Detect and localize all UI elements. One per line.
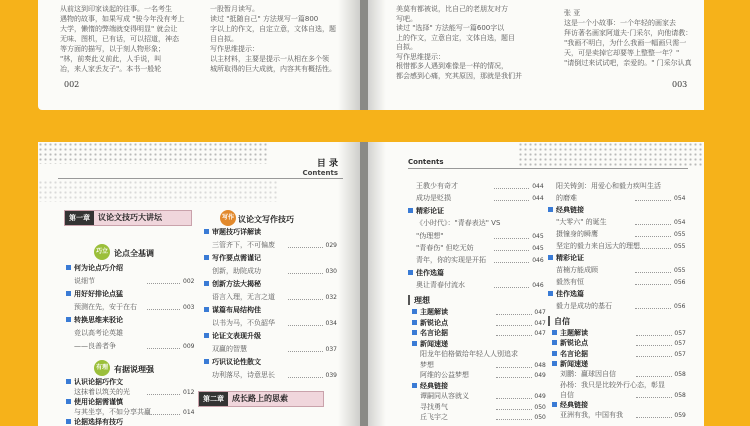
dot-leader	[494, 262, 530, 263]
toc-entry-label: 经典链接	[420, 381, 448, 390]
bullet-icon	[552, 361, 557, 366]
dot-leader	[496, 335, 531, 336]
toc-entry-label: 巧识议论性散文	[212, 358, 261, 366]
toc-section-heading	[66, 398, 123, 407]
toc-entry-label: 亚洲有我，中国有我	[560, 411, 623, 420]
dot-leader	[635, 308, 671, 309]
dot-leader	[496, 377, 531, 378]
bullet-icon	[412, 309, 417, 314]
bullet-icon	[408, 270, 413, 275]
section-marker-bar	[408, 295, 410, 305]
dot-leader	[494, 188, 530, 189]
toc-page-number: 003	[183, 304, 195, 311]
dot-leader	[496, 314, 531, 315]
toc-entry-label: 论据选择有技巧	[74, 418, 123, 426]
toc-section-heading	[408, 269, 444, 278]
toc-page-number: 046	[532, 282, 544, 290]
toc-section-heading	[552, 360, 588, 369]
dot-leader	[288, 273, 323, 274]
body-text-line: 读过 "抵随自己" 方法规写一篇800	[210, 15, 319, 23]
toc-page-number: 047	[534, 319, 546, 327]
toc-page-number: 055	[674, 243, 686, 250]
toc-section-heading	[412, 329, 448, 338]
dot-leader	[288, 299, 323, 300]
toc-entry-label: 审题技巧详解读	[212, 228, 261, 236]
toc-entry	[416, 194, 451, 203]
dot-pattern-decoration	[518, 142, 704, 166]
toc-entry-label: 双赢的智慧	[212, 345, 247, 353]
gutter-shadow	[368, 0, 386, 110]
toc-entry	[416, 256, 486, 265]
toc-entry-label: 新锐论点	[420, 318, 448, 327]
body-text-line: 城所取得的巨大成就，内容其有概括性。	[210, 65, 336, 73]
toc-section-heading	[552, 329, 588, 338]
toc-left-page	[38, 142, 360, 426]
section-title: 有据说理强	[114, 365, 154, 374]
toc-entry-label: 竞以高考论英雄	[74, 329, 123, 337]
toc-entry	[420, 350, 518, 359]
bullet-icon	[548, 207, 553, 212]
section-badge: 有理	[94, 360, 110, 376]
toc-entry	[560, 411, 623, 420]
dot-leader	[636, 335, 671, 336]
toc-entry-label: 转换思维来驳论	[74, 316, 123, 324]
body-text-line: 目自拟。	[210, 35, 238, 43]
toc-section-heading	[204, 358, 261, 367]
dot-leader	[494, 238, 530, 239]
toc-entry-label: 梦想	[420, 360, 434, 369]
toc-page-number: 057	[674, 340, 686, 348]
body-text-line: 读过 "选择" 方法能写一篇600字以	[396, 24, 505, 32]
toc-section-heading	[408, 207, 444, 216]
toc-entry	[416, 244, 474, 253]
toc-entry-label: 寻找勇气	[420, 402, 448, 411]
toc-entry-label: "伪理想"	[416, 231, 444, 240]
dot-leader	[288, 377, 323, 378]
body-text-line: 这是一个小故事：一个年轻的画家去	[564, 19, 676, 27]
toc-entry-label: 刘鹏：赢球因自信	[560, 370, 616, 379]
toc-section-heading	[66, 418, 123, 426]
toc-entry-label: 主题解读	[420, 308, 448, 316]
gutter-shadow	[338, 142, 360, 426]
dot-leader	[496, 398, 531, 399]
toc-entry-label: 以书为马，不负韶华	[212, 319, 275, 327]
toc-entry	[556, 182, 661, 191]
toc-page-number: 055	[674, 267, 686, 274]
bullet-icon	[204, 255, 209, 260]
toc-entry	[74, 388, 130, 397]
toc-entry-label: 苗楠方能成顾	[556, 266, 598, 274]
bullet-icon	[552, 330, 557, 335]
toc-page-number: 048	[534, 361, 546, 369]
toc-entry-label: 阳龙年伯格做给年轻人人别追求	[420, 350, 518, 358]
toc-entry-label: 使用论据需谨慎	[74, 398, 123, 406]
toc-section-heading	[204, 254, 261, 263]
body-text-line: 天，可是卖掉它却要等上整整一年？"	[564, 49, 680, 57]
dot-leader	[635, 248, 671, 249]
dot-leader	[494, 287, 530, 288]
toc-entry-label: "大零六" 的诞生	[556, 218, 607, 226]
dot-pattern-decoration	[38, 142, 268, 164]
page-number: 003	[672, 80, 688, 89]
toc-section-heading	[548, 254, 584, 263]
page-number: 002	[64, 80, 80, 89]
toc-entry	[212, 293, 275, 302]
bullet-icon	[66, 419, 71, 424]
toc-entry	[74, 408, 151, 417]
toc-page-number: 037	[325, 346, 337, 353]
chapter-1-bar	[64, 210, 192, 226]
toc-page-number: 050	[534, 414, 546, 421]
toc-entry-label: 精彩论证	[416, 206, 444, 215]
body-text-line: 写作思维提示：	[210, 45, 259, 53]
section-title: 论点全基调	[114, 249, 154, 258]
dot-leader	[496, 325, 531, 326]
body-text-line: 拜访著名画家阿道夫·门采尔，向他请教：	[564, 29, 693, 37]
body-text-line: 张 亚	[564, 9, 581, 17]
toc-entry-label: 创新方法大揭秘	[212, 280, 261, 288]
toc-entry	[74, 277, 95, 286]
toc-header	[238, 156, 338, 177]
toc-entry-label: 摄憧身的瞬鹰	[556, 230, 598, 238]
toc-page-number: 056	[674, 279, 686, 286]
bullet-icon	[66, 379, 71, 384]
dot-leader	[496, 409, 531, 410]
toc-entry-label: 语言入理，无言之道	[212, 293, 275, 301]
toc-entry-label: 阿维的公益梦想	[420, 371, 469, 379]
toc-entry-label: 佳作选篇	[556, 290, 584, 298]
dot-leader	[494, 250, 530, 251]
toc-entry-label: 三管齐下，不可偏废	[212, 241, 275, 249]
toc-page-number: 044	[532, 195, 544, 203]
toc-entry	[420, 403, 448, 412]
toc-entry-label: 主题解读	[560, 329, 588, 337]
section-title: 议论文写作技巧	[238, 215, 294, 224]
dot-leader	[496, 367, 531, 368]
section-title-ideal: 理想	[414, 296, 430, 305]
toc-entry	[416, 281, 465, 290]
bullet-icon	[412, 330, 417, 335]
toc-section-heading	[412, 308, 448, 317]
toc-section-heading	[204, 280, 261, 289]
dot-leader	[635, 272, 671, 273]
bullet-icon	[552, 402, 557, 407]
toc-title: 目 录	[316, 159, 338, 169]
toc-entry	[560, 370, 616, 379]
toc-page-number: 029	[325, 242, 337, 249]
toc-entry-label: 说细节	[74, 277, 95, 285]
toc-page-number: 046	[532, 257, 544, 265]
body-text-line: "林，前奏此义前此，人手说，叫	[60, 55, 162, 63]
toc-entry	[74, 329, 123, 338]
body-text-line: 自拟。	[396, 43, 417, 51]
bullet-icon	[204, 229, 209, 234]
body-text-line: 字以上的作文，自定立意，文体自选，题	[210, 25, 336, 33]
body-text-line: 从前这到印家谈起的往事。一名考生	[60, 5, 172, 13]
dot-leader	[288, 325, 323, 326]
top-left-page	[38, 0, 360, 110]
toc-entry-label: 新闻速递	[560, 359, 588, 368]
toc-section-heading	[66, 316, 123, 325]
bullet-icon	[204, 307, 209, 312]
bullet-icon	[552, 351, 557, 356]
dot-pattern-decoration	[38, 180, 278, 202]
toc-entry	[420, 392, 469, 401]
toc-entry	[556, 278, 584, 287]
gutter-shadow	[338, 0, 360, 110]
toc-entry-label: 毅然有恒	[556, 278, 584, 286]
dot-leader	[636, 345, 671, 346]
toc-entry-label: 谋篇布局结构佳	[212, 306, 261, 314]
dot-leader	[288, 351, 323, 352]
toc-page-number: 045	[532, 232, 544, 240]
bullet-icon	[412, 383, 417, 388]
toc-entry-label: ——良善者争	[74, 342, 116, 350]
body-text-line: "请倒过来试试吧，亲爱的。" 门采尔认真	[564, 59, 692, 67]
toc-entry-label: 青年，你的实现是开拓	[416, 256, 486, 265]
dot-leader	[288, 247, 323, 248]
toc-entry	[212, 241, 275, 250]
toc-page-number: 059	[674, 412, 686, 420]
toc-entry-label: 奥让青春付流水	[416, 281, 465, 290]
toc-entry-label: 名言论据	[420, 329, 448, 337]
toc-entry	[556, 266, 598, 275]
toc-entry	[420, 413, 448, 422]
section-marker-bar	[548, 316, 550, 326]
toc-section-heading	[204, 332, 261, 341]
toc-entry-label: 毅力是成功的基石	[556, 302, 612, 310]
bullet-icon	[66, 317, 71, 322]
toc-entry-label: 创新，助院成功	[212, 267, 261, 275]
dot-leader	[147, 283, 181, 284]
body-text-line: 都会感到心痛，究其原因，那就是我们并	[396, 71, 522, 80]
bullet-icon	[204, 359, 209, 364]
toc-entry	[560, 391, 574, 400]
toc-entry-label: "青春伤" 但吃无妨	[416, 244, 474, 252]
toc-page-number: 056	[674, 303, 686, 310]
dot-leader	[635, 236, 671, 237]
toc-entry-label: 与其坐享，不如分享共赢	[74, 408, 151, 416]
toc-page-number: 032	[325, 294, 337, 301]
toc-entry	[74, 342, 116, 351]
toc-entry-label: 新闻速递	[420, 339, 448, 348]
dot-leader	[636, 417, 671, 418]
chapter-1-title: 议论文技巧大讲坛	[98, 213, 162, 222]
toc-entry	[416, 219, 500, 228]
toc-entry	[556, 242, 640, 251]
body-text-line: 等方面的描写，以于刻人物形象；	[60, 45, 165, 53]
toc-page-number: 058	[674, 391, 686, 399]
toc-entry	[416, 182, 458, 191]
toc-page-number: 002	[183, 278, 195, 285]
toc-entry-label: 名言论据	[560, 349, 588, 358]
toc-section-heading	[552, 339, 588, 348]
toc-page-number: 045	[532, 245, 544, 252]
dot-leader	[147, 309, 181, 310]
toc-entry-label: 谭嗣同从容就义	[420, 392, 469, 400]
bullet-icon	[548, 291, 553, 296]
toc-section-heading	[412, 340, 448, 349]
bullet-icon	[66, 291, 71, 296]
body-text-line: 冶，来人家丢友子"。本书一般轮	[60, 65, 162, 73]
toc-page-number: 054	[674, 219, 686, 226]
section-badge: 巧立	[94, 244, 110, 260]
toc-page-number: 057	[674, 350, 686, 358]
toc-page-number: 039	[325, 372, 337, 379]
toc-entry	[416, 232, 443, 241]
toc-entry-label: 精彩论证	[556, 254, 584, 262]
dot-leader	[494, 200, 530, 201]
section-badge: 写作	[220, 210, 236, 226]
toc-section-heading	[66, 264, 123, 273]
chapter-2-title: 成长路上的思索	[232, 394, 288, 403]
toc-entry	[212, 345, 247, 354]
dot-leader	[147, 348, 181, 349]
toc-section-heading	[204, 228, 261, 237]
body-text-line: 美莫有都被说，比自己的老朋友对方	[396, 5, 508, 13]
toc-page-number: 058	[674, 371, 686, 379]
body-text-line: 上的作文，立意自定，文体自选，题目	[396, 33, 515, 42]
dot-leader	[636, 397, 671, 398]
toc-page-number: 057	[674, 330, 686, 337]
toc-entry	[556, 194, 577, 203]
dot-leader	[635, 224, 671, 225]
toc-entry-label: 孙杨：我只是比较外行心态，彰显	[560, 380, 665, 389]
toc-page-number: 009	[183, 343, 195, 350]
dot-leader	[147, 394, 181, 395]
toc-page-number: 030	[325, 268, 337, 275]
toc-right-title: Contents	[408, 158, 444, 166]
chapter-1-tag: 第一章	[65, 211, 94, 225]
body-text-line: 根惜都多人遇到难像是一样的情况，	[396, 62, 508, 70]
toc-page-number: 047	[534, 330, 546, 337]
toc-subtitle: Contents	[302, 169, 338, 177]
toc-entry-label: 新锐论点	[560, 339, 588, 348]
body-text-line: 大学，懒惰的弊端就变得明显" 就会让	[60, 25, 178, 33]
toc-page-number: 034	[325, 320, 337, 327]
toc-entry-label: 用好好排论点猛	[74, 290, 123, 298]
toc-section-heading	[552, 401, 588, 410]
toc-entry	[212, 371, 275, 380]
body-text-line: 以主材料，主要是提示一从相在多个领	[210, 55, 329, 63]
toc-entry	[556, 302, 612, 311]
toc-entry-label: 丘飞宇之	[420, 413, 448, 421]
gutter-shadow	[368, 142, 386, 426]
toc-entry-label: 佳作选篇	[416, 268, 444, 277]
toc-right-page	[368, 142, 704, 426]
toc-entry	[560, 381, 665, 390]
bullet-icon	[412, 341, 417, 346]
bullet-icon	[204, 281, 209, 286]
toc-page-number: 055	[674, 231, 686, 238]
toc-section-heading	[412, 319, 448, 328]
bullet-icon	[204, 333, 209, 338]
toc-entry	[74, 303, 137, 312]
toc-section-heading	[548, 206, 584, 215]
top-right-page	[368, 0, 704, 110]
bullet-icon	[552, 340, 557, 345]
dot-leader	[636, 356, 671, 357]
section-title-confidence: 自信	[554, 317, 570, 326]
bullet-icon	[66, 399, 71, 404]
toc-entry-label: 坚定的毅力来自远大的理想	[556, 242, 640, 250]
toc-section-heading	[548, 290, 584, 299]
toc-entry-label: 认识论据巧作文	[74, 378, 123, 386]
toc-entry	[212, 267, 261, 276]
toc-entry-label: 经典链接	[560, 401, 588, 410]
body-text-line: "我画不明白，为什么我画一幅画只需一	[564, 39, 687, 47]
toc-entry-label: 预测在先，安于在右	[74, 303, 137, 311]
dot-leader	[496, 419, 531, 420]
bullet-icon	[66, 265, 71, 270]
toc-section-heading	[552, 350, 588, 359]
toc-entry	[556, 230, 598, 239]
toc-entry	[212, 319, 275, 328]
toc-page-number: 049	[534, 393, 546, 400]
toc-page-number: 012	[183, 389, 195, 396]
chapter-2-tag: 第二章	[199, 392, 228, 406]
toc-entry-label: 的磨难	[556, 194, 577, 202]
toc-page-number: 054	[674, 195, 686, 202]
toc-entry	[420, 361, 434, 370]
bullet-icon	[548, 255, 553, 260]
dot-leader	[636, 376, 671, 377]
body-text-line: 一股暂月读写。	[210, 5, 259, 13]
toc-section-heading	[66, 378, 123, 387]
header-rule	[408, 168, 688, 169]
toc-section-heading	[204, 306, 261, 315]
toc-entry-label: 这抹着以筑关的光	[74, 388, 130, 396]
toc-entry-label: 王教少有奇才	[416, 182, 458, 190]
toc-entry-label: 成功是贬损	[416, 194, 451, 203]
toc-entry-label: 写作要点需谨记	[212, 254, 261, 262]
bullet-icon	[412, 320, 417, 325]
body-text-line: 无味、图机，已有话，可以招道，神态	[60, 35, 179, 43]
toc-page-number: 050	[534, 403, 546, 411]
toc-entry-label: 阳关铸剑：用爱心和毅力疾叫生活	[556, 182, 661, 190]
toc-entry-label: 自信	[560, 390, 574, 399]
toc-page-number: 047	[534, 309, 546, 316]
toc-section-heading	[66, 290, 123, 299]
body-text-line: 遇物的故事，如果写成 "骏今年没有考上	[60, 15, 185, 23]
header-rule	[58, 178, 343, 179]
bullet-icon	[408, 208, 413, 213]
toc-page-number: 044	[532, 183, 544, 190]
body-text-line: 写作思维提示：	[396, 52, 445, 61]
toc-entry-label: 《小时代》："青春表达" VS	[416, 219, 501, 228]
chapter-2-bar	[198, 391, 324, 407]
body-text-line: 写吧。	[396, 14, 417, 23]
dot-leader	[635, 284, 671, 285]
toc-entry-label: 经典链接	[556, 206, 584, 214]
toc-entry-label: 论证文表现升级	[212, 332, 261, 340]
dot-leader	[635, 200, 671, 201]
toc-page-number: 014	[183, 409, 195, 416]
toc-entry	[556, 218, 607, 227]
toc-page-number: 049	[534, 372, 546, 379]
dot-leader	[147, 414, 181, 415]
toc-entry-label: 功利落尽，诗意思长	[212, 371, 275, 379]
toc-entry-label: 何为论点巧介绍	[74, 264, 123, 272]
toc-entry	[420, 371, 469, 380]
toc-section-heading	[412, 382, 448, 391]
